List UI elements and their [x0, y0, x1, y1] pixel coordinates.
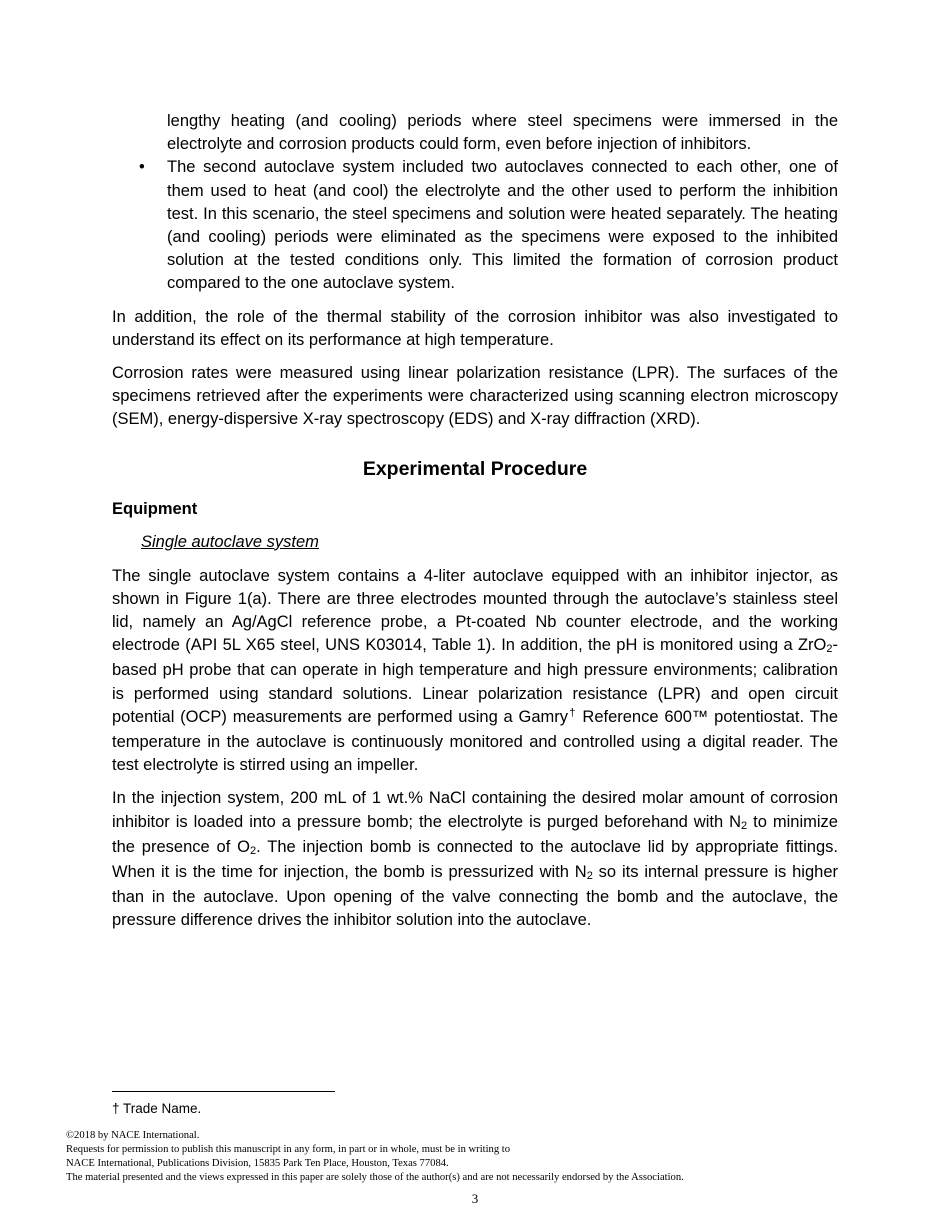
- bullet-text: The second autoclave system included two autoclaves connected to each other, one of them used to heat (and cool) the electrolyte and the other used to perform the inhibition test. In this scenario, the steel specimens and solution were heated separately. The heating (and cooling) periods were eliminated as the specimens were exposed to the inhibited solution at the tested conditions only. This limited the formation of corrosion product compared to the one autoclave system.: [167, 158, 838, 293]
- list-item: [112, 156, 838, 295]
- bullet-list: [112, 156, 838, 295]
- paragraph: Corrosion rates were measured using linear polarization resistance (LPR). The surfaces of the specimens retrieved after the experiments were characterized using scanning electron microscopy (SEM), energy-dispersive X-ray spectroscopy (EDS) and X-ray diffraction (XRD).: [112, 364, 838, 429]
- subsection-title: Equipment: [112, 499, 198, 518]
- subsubsection-title: Single autoclave system: [141, 532, 319, 551]
- paragraph: The single autoclave system contains a 4-liter autoclave equipped with an inhibitor injector, as shown in Figure 1(a). There are three electrodes mounted through the autoclave’s stainless steel lid, namely an Ag/AgCl reference probe, a Pt-coated Nb counter electrode, and the working electrode (API 5L X65 steel, UNS K03014, Table 1). In addition, the pH is monitored using a ZrO$_2$-based pH probe that can operate in high temperature and high pressure environments; calibration is performed using standard solutions. Linear polarization resistance (LPR) and open circuit potential (OCP) measurements are performed using a Gamry† Reference 600™ potentiostat. The temperature in the autoclave is continuously monitored and controlled using a digital reader. The test electrolyte is stirred using an impeller.: [112, 566, 839, 775]
- paragraph: In addition, the role of the thermal stability of the corrosion inhibitor was also investigated to understand its effect on its performance at high temperature.: [112, 307, 838, 349]
- section-title: Experimental Procedure: [362, 457, 588, 480]
- copyright-notice: [66, 1129, 886, 1185]
- footnote-marker: †: [568, 706, 577, 719]
- footnote: † Trade Name.: [112, 1101, 202, 1116]
- paragraph: In the injection system, 200 mL of 1 wt.% NaCl containing the desired molar amount of corrosion inhibitor is loaded into a pressure bomb; the electrolyte is purged beforehand with $N_2$ to minimize the presence of $O_2$. The injection bomb is connected to the autoclave lid by appropriate fittings. When it is the time for injection, the bomb is pressurized with $N_2$ so its internal pressure is higher than in the autoclave. Upon opening of the valve connecting the bomb and the autoclave, the pressure difference drives the inhibitor solution into the autoclave.: [112, 789, 838, 930]
- footnote-divider: [112, 1091, 335, 1092]
- page-number: 3: [471, 1191, 479, 1206]
- bullet-marker: •: [139, 158, 145, 177]
- copyright-line: Requests for permission to publish this manuscript in any form, in part or in whole, must be in writing to: [66, 1144, 511, 1155]
- copyright-line: ©2018 by NACE International.: [66, 1130, 200, 1141]
- page-body: [112, 110, 838, 933]
- copyright-line: NACE International, Publications Division, 15835 Park Ten Place, Houston, Texas 77084.: [66, 1158, 449, 1169]
- bullet-continuation: lengthy heating (and cooling) periods where steel specimens were immersed in the electrolyte and corrosion products could form, even before injection of inhibitors.: [167, 112, 838, 154]
- copyright-line: The material presented and the views expressed in this paper are solely those of the author(s) and are not necessarily endorsed by the Association.: [66, 1172, 684, 1183]
